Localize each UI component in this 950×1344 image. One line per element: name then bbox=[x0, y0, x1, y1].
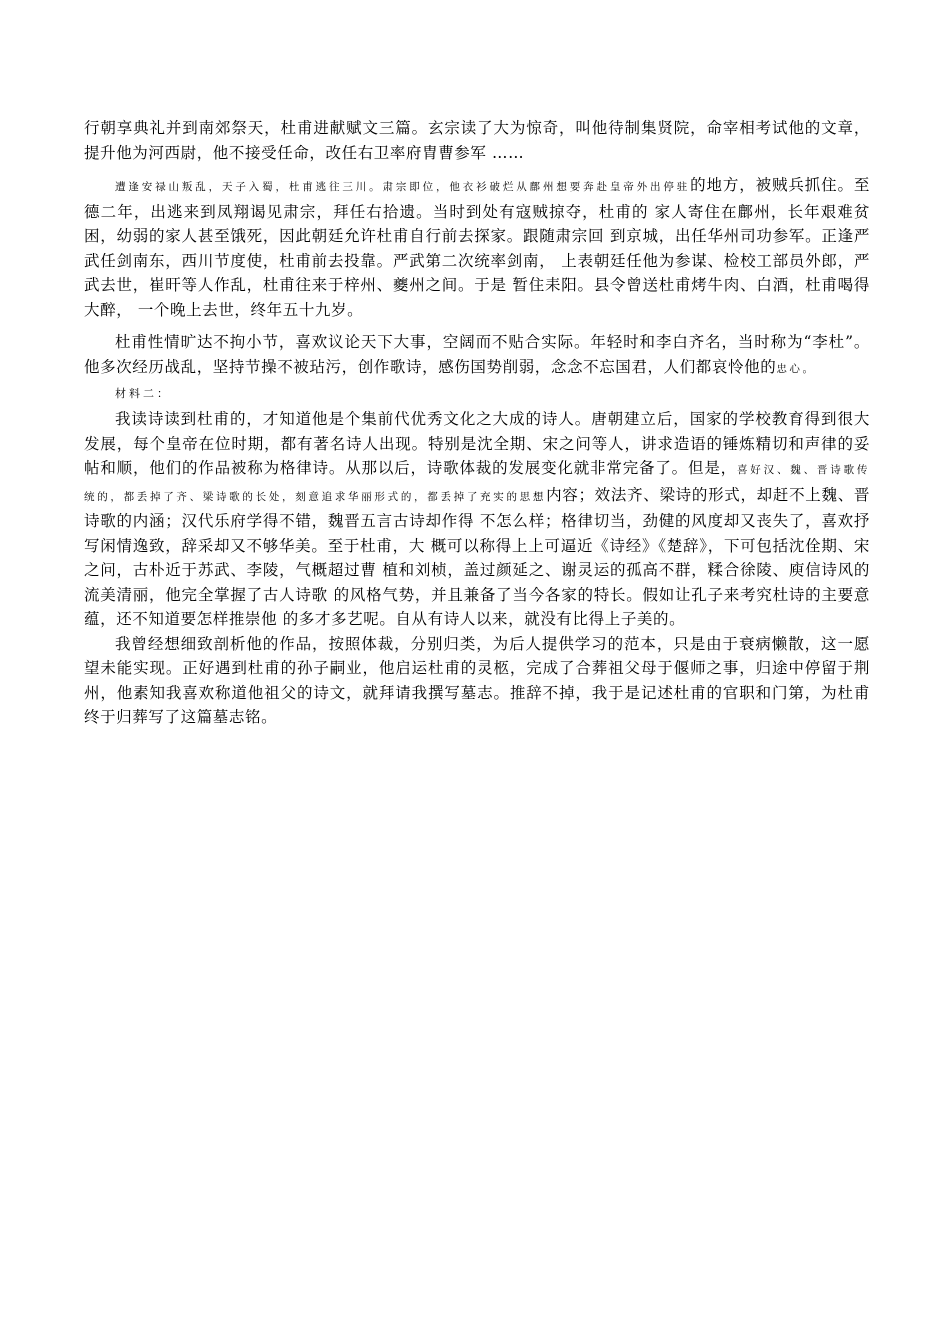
material-one-paragraph-2-small-run: 遭逢安禄山叛乱，天子入蜀，杜甫逃往三川。肃宗即位，他衣衫破烂从鄜州想要奔赴皇帝外出停驻 bbox=[115, 181, 691, 193]
material-two-paragraph-1 bbox=[84, 407, 870, 632]
material-two-paragraph-1-small-run: 喜好汉、魏、晋诗歌传统的，都丢掉了齐、梁诗歌的长处，刻意追求华丽形式的，都丢掉了充实的思想 bbox=[84, 464, 871, 503]
material-one-paragraph-2-text: 的地方，被贼兵抓住。至德二年，出逃来到凤翔谒见肃宗，拜任右拾遗。当时到处有寇贼掠夺，杜甫的 家人寄住在鄜州，长年艰难贫困，幼弱的家人甚至饿死，因此朝廷允许杜甫自行前去探家。跟随肃宗回 到京城，出任华州司功参军。正逢严武任剑南东，西川节度使，杜甫前去投靠。严武第二次统率剑南， 上表朝廷任他为参谋、检校工部员外郎，严武去世，崔旰等人作乱，杜甫往来于梓州、夔州之间。于是 暂住耒阳。县令曾送杜甫烤牛肉、白酒，杜甫喝得大醉， 一个晚上去世，终年五十九岁。 bbox=[84, 176, 870, 319]
material-two-paragraph-1-text-a: 我读诗读到杜甫的，才知道他是个集前代优秀文化之大成的诗人。唐朝建立后，国家的学校教育得到很大发展，每个皇帝在位时期，都有著名诗人出现。特别是沈全期、宋之问等人，讲求造语的锤炼精切和声律的妥帖和顺，他们的作品被称为格律诗。从那以后，诗歌体裁的发展变化就非常完备了。但是， bbox=[84, 410, 870, 477]
material-one-paragraph-2 bbox=[84, 173, 870, 322]
material-one-paragraph-3-text: 杜甫性情旷达不拘小节，喜欢议论天下大事，空阔而不贴合实际。年轻时和李白齐名，当时称为“李杜”。他多次经历战乱，坚持节操不被玷污，创作歌诗，感伤国势削弱，念念不忘国君，人们都哀怜他的 bbox=[84, 333, 870, 376]
material-one-paragraph-1: 行朝享典礼并到南郊祭天，杜甫进献赋文三篇。玄宗读了大为惊奇，叫他待制集贤院，命宰相考试他的文章，提升他为河西尉，他不接受任命，改任右卫率府胄曹参军 …… bbox=[84, 119, 870, 162]
material-two-paragraph-1-text-b: 内容；效法齐、梁诗的形式，却赶不上魏、晋诗歌的内涵；汉代乐府学得不错，魏晋五言古诗却作得 不怎么样；格律切当，劲健的风度却又丧失了，喜欢抒写闲情逸致，辞采却又不够华美。至于杜甫，大 概可以称得上上可逼近《诗经》《楚辞》，下可包括沈佺期、宋之问，古朴近于苏武、李陵，气概超过曹 植和刘桢，盖过颜延之、谢灵运的孤高不群，糅合徐陵、庾信诗风的流美清丽，他完全掌握了古人诗歌 的风格气势，并且兼备了当今各家的特长。假如让孔子来考究杜诗的主要意蕴，还不知道要怎样推崇他 的多才多艺呢。自从有诗人以来，就没有比得上子美的。 bbox=[84, 485, 870, 628]
material-two-paragraph-2: 我曾经想细致剖析他的作品，按照体裁，分别归类，为后人提供学习的范本，只是由于衰病懒散，这一愿望未能实现。正好遇到杜甫的孙子嗣业，他启运杜甫的灵柩，完成了合葬祖父母于偃师之事，归途中停留于荆州，他素知我喜欢称道他祖父的诗文，就拜请我撰写墓志。推辞不掉，我于是记述杜甫的官职和门第，为杜甫终于归葬写了这篇墓志铭。 bbox=[84, 634, 870, 726]
material-one-paragraph-3 bbox=[84, 330, 870, 381]
document-page bbox=[84, 116, 870, 730]
material-one-paragraph-3-small-run: 忠心。 bbox=[776, 362, 816, 375]
material-two-label: 材料二： bbox=[115, 387, 171, 400]
